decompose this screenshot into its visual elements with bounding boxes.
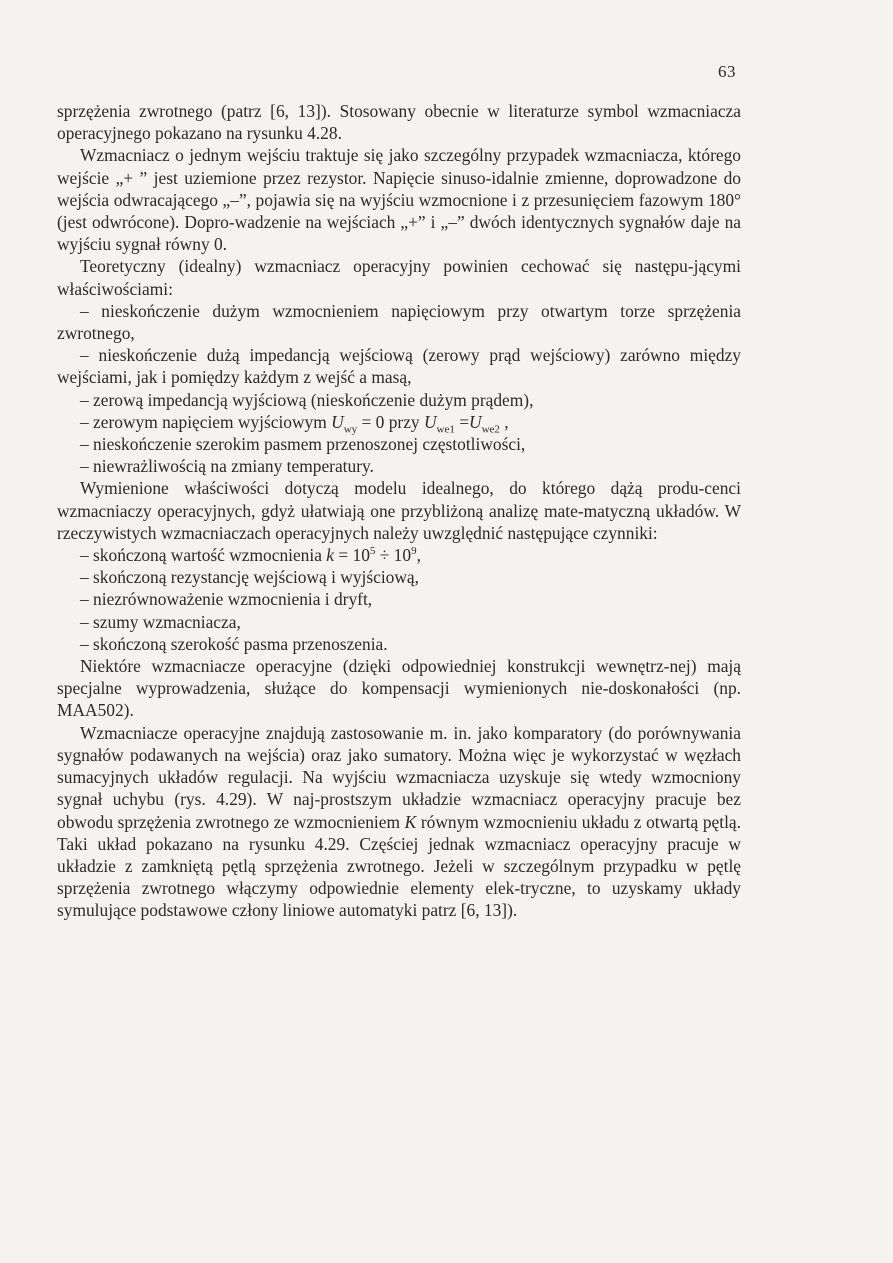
formula-subscript: we2 bbox=[481, 423, 500, 436]
formula-subscript: wy bbox=[343, 423, 358, 436]
formula-text: , bbox=[499, 411, 509, 432]
list-item: – nieskończenie szerokim pasmem przenoszonej częstotliwości, bbox=[80, 434, 526, 455]
list-item-formula bbox=[57, 544, 741, 566]
body-text bbox=[57, 100, 741, 922]
formula-text: – zerowym napięciem wyjściowym bbox=[80, 411, 332, 432]
list-item: – skończoną rezystancję wejściową i wyjściową, bbox=[80, 567, 419, 588]
formula-variable: U bbox=[423, 411, 437, 432]
formula-variable: U bbox=[469, 411, 482, 432]
list-item: – szumy wzmacniacza, bbox=[80, 611, 241, 632]
formula-text: ÷ 10 bbox=[375, 545, 412, 566]
formula-exponent: 5 bbox=[369, 545, 376, 558]
list-item: – nieskończenie dużym wzmocnieniem napięciowym przy otwartym torze sprzężenia zwrotnego, bbox=[57, 300, 741, 344]
formula-variable: U bbox=[331, 411, 344, 432]
formula-variable: k bbox=[326, 545, 335, 566]
formula-exponent: 9 bbox=[411, 545, 417, 558]
list-item: – zerową impedancją wyjściową (nieskończenie dużym prądem), bbox=[80, 389, 534, 410]
paragraph-continuation: sprzężenia zwrotnego (patrz [6, 13]). Stosowany obecnie w literaturze symbol wzmacniacza operacyjnego pokazano na rysunku 4.28. bbox=[57, 101, 741, 144]
list-item: – nieskończenie dużą impedancją wejściową (zerowy prąd wejściowy) zarówno między wejściami, jak i pomiędzy każdym z wejść a masą, bbox=[57, 345, 741, 388]
paragraph-text: równym wzmocnieniu układu z otwartą pętlą. Taki układ pokazano na rysunku 4.29. Częściej jednak wzmacniacz operacyjny pracuje w układzie z zamkniętą pętlą sprzężenia zwrotnego. Jeżeli w szczególnym przypadku w pętlę sprzężenia zwrotnego włączymy odpowiednie elementy elek-tryczne, to uzyskamy układy symulujące podstawowe człony liniowe automatyki patrz [6, 13]). bbox=[57, 811, 741, 921]
paragraph-single-input: Wzmacniacz o jednym wejściu traktuje się jako szczególny przypadek wzmacniacza, którego wejście „+ ” jest uziemione przez rezystor. Napięcie sinuso-idalnie zmienne, doprowadzone do wejścia odwracającego „–”, pojawia się na wyjściu wzmocnione i z przesunięciem fazowym 180° (jest odwrócone). Dopro-wadzenie na wejściach „+” i „–” dwóch identycznych sygnałów daje na wyjściu sygnał równy 0. bbox=[57, 145, 741, 255]
paragraph-applications bbox=[57, 722, 741, 922]
formula-text: – skończoną wartość wzmocnienia bbox=[80, 545, 327, 566]
page-number: 63 bbox=[718, 62, 736, 81]
paragraph-compensation: Niektóre wzmacniacze operacyjne (dzięki odpowiedniej konstrukcji wewnętrz-nej) mają specjalne wyprowadzenia, służące do kompensacji wymienionych nie-doskonałości (np. MAA502). bbox=[57, 656, 741, 721]
paragraph-ideal-model: Wymienione właściwości dotyczą modelu idealnego, do którego dążą produ-cenci wzmacniaczy operacyjnych, gdyż ułatwiają one przybliżoną analizę mate-matyczną układów. W rzeczywistych wzmacniaczach operacyjnych należy uwzględnić następujące czynniki: bbox=[57, 478, 741, 543]
list-item: – niewrażliwością na zmiany temperatury. bbox=[80, 456, 374, 477]
formula-text: , bbox=[416, 545, 421, 566]
paragraph-ideal-intro: Teoretyczny (idealny) wzmacniacz operacyjny powinien cechować się następu-jącymi właściwościami: bbox=[57, 256, 741, 299]
formula-subscript: we1 bbox=[436, 423, 455, 436]
ideal-properties-list bbox=[57, 300, 741, 478]
formula-text: = 0 przy bbox=[357, 411, 424, 432]
list-item: – skończoną szerokość pasma przenoszenia. bbox=[80, 633, 388, 654]
formula-variable: K bbox=[404, 811, 417, 832]
real-factors-list bbox=[57, 544, 741, 655]
paragraph-text: Wzmacniacze operacyjne znajdują zastosowanie m. in. jako komparatory (do porównywania sygnałów podawanych na wejścia) oraz jako sumatory. Można więc je wykorzystać w węzłach sumacyjnych układów regulacji. Na wyjściu wzmacniacza uzyskuje się wtedy wzmocniony sygnał uchybu (rys. 4.29). W naj-prostszym układzie wzmacniacz operacyjny pracuje bez obwodu sprzężenia zwrotnego ze wzmocnieniem bbox=[57, 722, 741, 832]
list-item-formula bbox=[57, 411, 741, 436]
list-item: – niezrównoważenie wzmocnienia i dryft, bbox=[80, 589, 373, 610]
formula-text: = 10 bbox=[334, 545, 370, 566]
formula-text: = bbox=[454, 411, 469, 432]
